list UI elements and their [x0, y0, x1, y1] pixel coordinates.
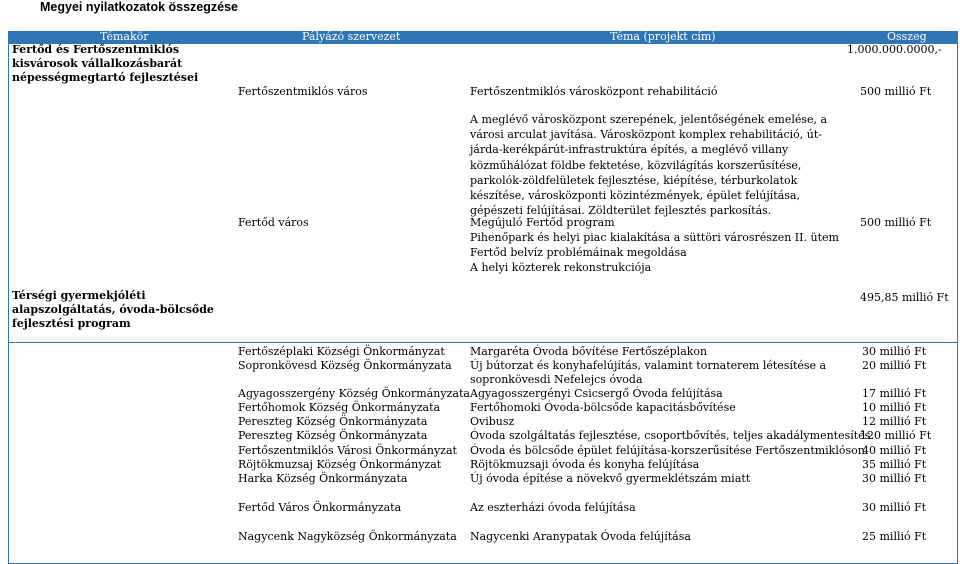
- project-title: Óvoda és bölcsőde épület felújítása-korszerűsítése Fertőszentmiklóson: [470, 444, 865, 457]
- page-title: Megyei nyilatkozatok összegzése: [40, 0, 238, 14]
- org-name: Sopronkövesd Község Önkormányzata: [238, 359, 452, 372]
- col-header-amount: Összeg: [887, 30, 927, 43]
- table-border-right: [957, 31, 958, 564]
- org-name: Röjtökmuzsaj Község Önkormányzat: [238, 458, 442, 471]
- topic-amount: 495,85 millió Ft: [860, 291, 949, 304]
- project-title: Nagycenki Aranypatak Óvoda felújítása: [470, 530, 691, 543]
- row-divider: [8, 342, 958, 343]
- topic-amount: 1.000.000.0000,-: [847, 43, 942, 56]
- org-name: Nagycenk Nagyközség Önkormányzata: [238, 530, 457, 543]
- project-title: Új óvoda építése a növekvő gyermeklétszám miatt: [470, 472, 751, 485]
- org-name: Fertőhomok Község Önkormányzata: [238, 401, 441, 414]
- project-detail: Fertőd belvíz problémáinak megoldása: [470, 246, 687, 259]
- table-border-left: [8, 31, 9, 564]
- project-detail: A helyi közterek rekonstrukciója: [470, 261, 652, 274]
- project-amount: 30 millió Ft: [862, 501, 927, 514]
- org-name: Fertőszéplaki Községi Önkormányzat: [238, 345, 445, 358]
- org-name: Pereszteg Község Önkormányzata: [238, 415, 428, 428]
- project-detail: Pihenőpark és helyi piac kialakítása a süttöri városrészen II. ütem: [470, 231, 839, 244]
- col-header-organization: Pályázó szervezet: [302, 30, 401, 43]
- project-amount: 12 millió Ft: [862, 415, 927, 428]
- col-header-topic: Témakör: [100, 30, 149, 43]
- org-name: Fertőd város: [238, 216, 309, 229]
- project-amount: 20 millió Ft: [862, 359, 927, 372]
- topic-name: Fertőd és Fertőszentmiklós kisvárosok vállalkozásbarát népességmegtartó fejlesztései: [12, 43, 199, 84]
- topic-name: Térségi gyermekjóléti alapszolgáltatás, óvoda-bölcsőde fejlesztési program: [12, 289, 214, 330]
- project-amount: 35 millió Ft: [862, 458, 927, 471]
- project-amount: 17 millió Ft: [862, 387, 927, 400]
- col-header-project: Téma (projekt cím): [610, 30, 716, 43]
- project-amount: 25 millió Ft: [862, 530, 927, 543]
- project-title: Fertőhomoki Óvoda-bölcsőde kapacitásbővítése: [470, 401, 736, 414]
- project-amount: 120 millió Ft: [860, 429, 932, 442]
- org-name: Fertőd Város Önkormányzata: [238, 501, 402, 514]
- project-title: Agyagosszergényi Csicsergő Óvoda felújítása: [470, 387, 723, 400]
- project-title: Röjtökmuzsaji óvoda és konyha felújítása: [470, 458, 700, 471]
- project-title: Az eszterházi óvoda felújítása: [470, 501, 636, 514]
- project-amount: 30 millió Ft: [862, 345, 927, 358]
- org-name: Agyagosszergény Község Önkormányzata: [238, 387, 470, 400]
- project-amount: 500 millió Ft: [860, 216, 932, 229]
- project-title: Margaréta Óvoda bővítése Fertőszéplakon: [470, 345, 708, 358]
- project-title: Új bútorzat és konyhafelújítás, valamint tornaterem létesítése a sopronkövesdi Nefelejcs óvoda: [470, 359, 827, 386]
- project-title: Megújuló Fertőd program: [470, 216, 615, 229]
- org-name: Pereszteg Község Önkormányzata: [238, 429, 428, 442]
- project-amount: 30 millió Ft: [862, 472, 927, 485]
- org-name: Fertőszentmiklós Városi Önkormányzat: [238, 444, 457, 457]
- project-amount: 10 millió Ft: [862, 401, 927, 414]
- project-description: A meglévő városközpont szerepének, jelentőségének emelése, a városi arculat javítása. Városközpont komplex rehabilitáció, út-járda-kerékpárút-infrastruktúra építés, a meglévő villany közműhálózat földbe fektetése, közvilágítás korszerűsítése, parkolók-zöldfelületek fejlesztése, kiépítése, térburkolatok készítése, városközponti közintézmények, épület felújítása, gépészeti felújításai. Zöldterület fejlesztés parkosítás.: [470, 113, 828, 218]
- table-header: [8, 31, 958, 43]
- project-amount: 40 millió Ft: [862, 444, 927, 457]
- project-amount: 500 millió Ft: [860, 85, 932, 98]
- project-title: Ovibusz: [470, 415, 515, 428]
- project-title: Óvoda szolgáltatás fejlesztése, csoportbővítés, teljes akadálymentesítés: [470, 429, 871, 442]
- org-name: Harka Község Önkormányzata: [238, 472, 408, 485]
- org-name: Fertőszentmiklós város: [238, 85, 368, 98]
- project-title: Fertőszentmiklós városközpont rehabilitáció: [470, 85, 718, 98]
